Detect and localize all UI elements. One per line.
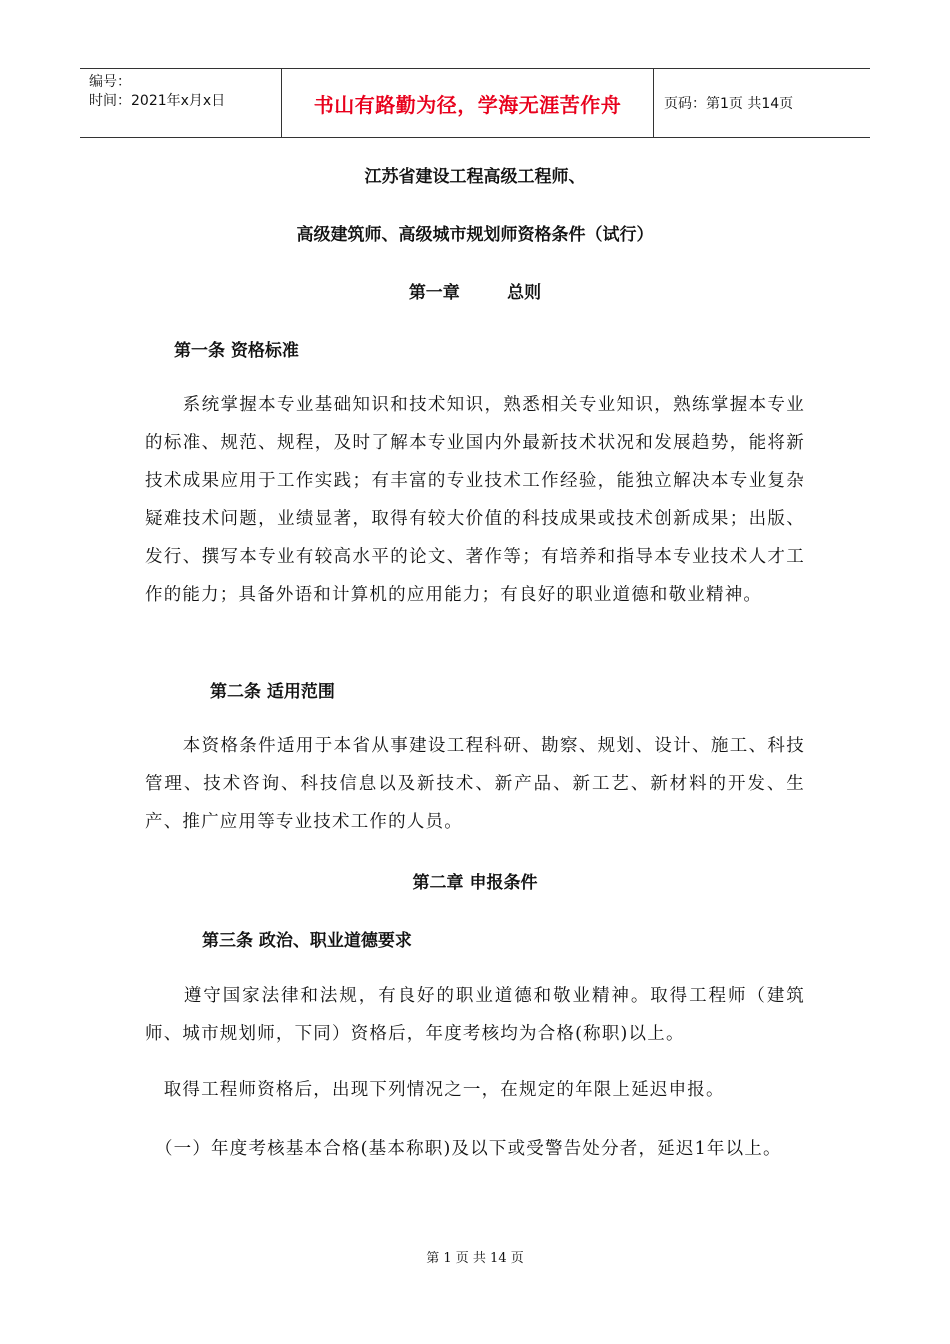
article-2-heading: 第二条 适用范围 <box>210 682 335 702</box>
article-3-body: 遵守国家法律和法规，有良好的职业道德和敬业精神。取得工程师（建筑师、城市规划师，下同）资格后，年度考核均为合格(称职)以上。 <box>145 986 805 1044</box>
header-table <box>80 68 870 138</box>
document-code-label: 编号： <box>89 74 131 90</box>
article-3-heading: 第三条 政治、职业道德要求 <box>202 931 412 951</box>
document-time-label: 时间：2021年x月x日 <box>89 93 226 109</box>
delay-item-1: （一）年度考核基本合格(基本称职)及以下或受警告处分者，延迟1年以上。 <box>145 1139 782 1159</box>
header-motto: 书山有路勤为径，学海无涯苦作舟 <box>282 69 654 137</box>
document-title-line-2: 高级建筑师、高级城市规划师资格条件（试行） <box>296 225 654 245</box>
page-footer: 第 1 页 共 14 页 <box>426 1251 524 1266</box>
article-2-body: 本资格条件适用于本省从事建设工程科研、勘察、规划、设计、施工、科技管理、技术咨询、科技信息以及新技术、新产品、新工艺、新材料的开发、生产、推广应用等专业技术工作的人员。 <box>145 736 805 832</box>
header-meta-cell <box>80 69 282 137</box>
document-title-line-1: 江苏省建设工程高级工程师、 <box>364 167 586 187</box>
delay-intro-paragraph: 取得工程师资格后，出现下列情况之一，在规定的年限上延迟申报。 <box>145 1080 725 1100</box>
chapter-2-heading: 第二章 申报条件 <box>412 873 538 893</box>
article-1-heading: 第一条 资格标准 <box>174 341 299 361</box>
article-1-body: 系统掌握本专业基础知识和技术知识，熟悉相关专业知识，熟练掌握本专业的标准、规范、规程，及时了解本专业国内外最新技术状况和发展趋势，能将新技术成果应用于工作实践；有丰富的专业技术工作经验，能独立解决本专业复杂疑难技术问题，业绩显著，取得有较大价值的科技成果或技术创新成果；出版、发行、撰写本专业有较高水平的论文、著作等；有培养和指导本专业技术人才工作的能力；具备外语和计算机的应用能力；有良好的职业道德和敬业精神。 <box>145 395 805 605</box>
chapter-1-heading: 第一章 总则 <box>408 283 542 303</box>
header-page-info: 页码：第1页 共14页 <box>664 96 794 112</box>
